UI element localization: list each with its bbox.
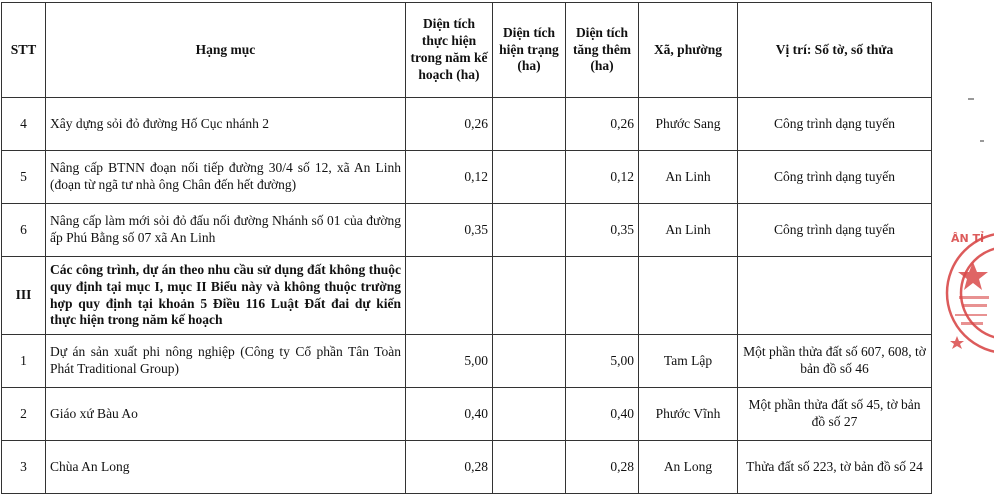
table-row: [2, 388, 932, 441]
cell-tang-them: 5,00: [566, 335, 639, 388]
section-row: [2, 257, 932, 335]
cell-thuc-hien: 0,26: [406, 98, 493, 151]
cell-hang-muc: Dự án sản xuất phi nông nghiệp (Công ty Cổ phần Tân Toàn Phát Traditional Group): [46, 335, 406, 388]
cell-thuc-hien: [406, 257, 493, 335]
cell-hien-trang: [493, 335, 566, 388]
cell-vi-tri: Công trình dạng tuyến: [738, 204, 932, 257]
cell-stt: 6: [2, 204, 46, 257]
cell-stt: 5: [2, 151, 46, 204]
table-row: [2, 204, 932, 257]
cell-tang-them: 0,26: [566, 98, 639, 151]
cell-thuc-hien: 0,12: [406, 151, 493, 204]
cell-xa-phuong: An Linh: [639, 151, 738, 204]
cell-thuc-hien: 0,35: [406, 204, 493, 257]
cell-hien-trang: [493, 257, 566, 335]
cell-stt: 1: [2, 335, 46, 388]
header-xa-phuong: Xã, phường: [639, 3, 738, 98]
header-dien-tich-hien-trang: Diện tích hiện trạng (ha): [493, 3, 566, 98]
cell-vi-tri: Một phần thửa đất số 607, 608, tờ bản đồ số 46: [738, 335, 932, 388]
cell-thuc-hien: 0,28: [406, 441, 493, 494]
table-row: [2, 441, 932, 494]
cell-stt: 3: [2, 441, 46, 494]
cell-tang-them: 0,28: [566, 441, 639, 494]
cell-hien-trang: [493, 151, 566, 204]
official-seal-stamp: [945, 218, 994, 368]
header-stt: STT: [2, 3, 46, 98]
scan-mark: [968, 98, 974, 100]
table-row: [2, 151, 932, 204]
seal-text-top: ÂN TỈ: [951, 232, 985, 245]
cell-vi-tri: Một phần thửa đất số 45, tờ bản đồ số 27: [738, 388, 932, 441]
cell-vi-tri: [738, 257, 932, 335]
cell-xa-phuong: [639, 257, 738, 335]
cell-vi-tri: Thửa đất số 223, tờ bản đồ số 24: [738, 441, 932, 494]
cell-hang-muc: Giáo xứ Bàu Ao: [46, 388, 406, 441]
cell-hang-muc: Nâng cấp BTNN đoạn nối tiếp đường 30/4 số 12, xã An Linh (đoạn từ ngã tư nhà ông Chân đến hết đường): [46, 151, 406, 204]
cell-hang-muc: Các công trình, dự án theo nhu cầu sử dụng đất không thuộc quy định tại mục I, mục II Biểu này và không thuộc trường hợp quy định tại khoản 5 Điều 116 Luật Đất đai dự kiến thực hiện trong năm kế hoạch: [46, 257, 406, 335]
cell-xa-phuong: An Long: [639, 441, 738, 494]
cell-vi-tri: Công trình dạng tuyến: [738, 151, 932, 204]
cell-tang-them: 0,35: [566, 204, 639, 257]
cell-hien-trang: [493, 204, 566, 257]
cell-stt: 4: [2, 98, 46, 151]
table-row: [2, 98, 932, 151]
cell-vi-tri: Công trình dạng tuyến: [738, 98, 932, 151]
table-row: [2, 335, 932, 388]
scan-mark: [980, 140, 984, 142]
header-row: [2, 3, 932, 98]
cell-hang-muc: Chùa An Long: [46, 441, 406, 494]
cell-xa-phuong: Phước Sang: [639, 98, 738, 151]
cell-hien-trang: [493, 388, 566, 441]
land-use-table: [1, 2, 932, 494]
cell-xa-phuong: An Linh: [639, 204, 738, 257]
cell-stt: 2: [2, 388, 46, 441]
cell-thuc-hien: 0,40: [406, 388, 493, 441]
cell-hien-trang: [493, 98, 566, 151]
cell-xa-phuong: Phước Vĩnh: [639, 388, 738, 441]
cell-hien-trang: [493, 441, 566, 494]
cell-hang-muc: Nâng cấp làm mới sỏi đỏ đấu nối đường Nhánh số 01 của đường ấp Phú Bằng số 07 xã An Linh: [46, 204, 406, 257]
cell-stt: III: [2, 257, 46, 335]
header-dien-tich-tang-them: Diện tích tăng thêm (ha): [566, 3, 639, 98]
cell-hang-muc: Xây dựng sỏi đỏ đường Hố Cục nhánh 2: [46, 98, 406, 151]
header-vi-tri: Vị trí: Số tờ, số thửa: [738, 3, 932, 98]
small-star-icon: [950, 336, 964, 349]
header-hang-muc: Hạng mục: [46, 3, 406, 98]
cell-xa-phuong: Tam Lập: [639, 335, 738, 388]
cell-tang-them: 0,12: [566, 151, 639, 204]
cell-thuc-hien: 5,00: [406, 335, 493, 388]
header-dien-tich-thuc-hien: Diện tích thực hiện trong năm kế hoạch (ha): [406, 3, 493, 98]
cell-tang-them: [566, 257, 639, 335]
cell-tang-them: 0,40: [566, 388, 639, 441]
